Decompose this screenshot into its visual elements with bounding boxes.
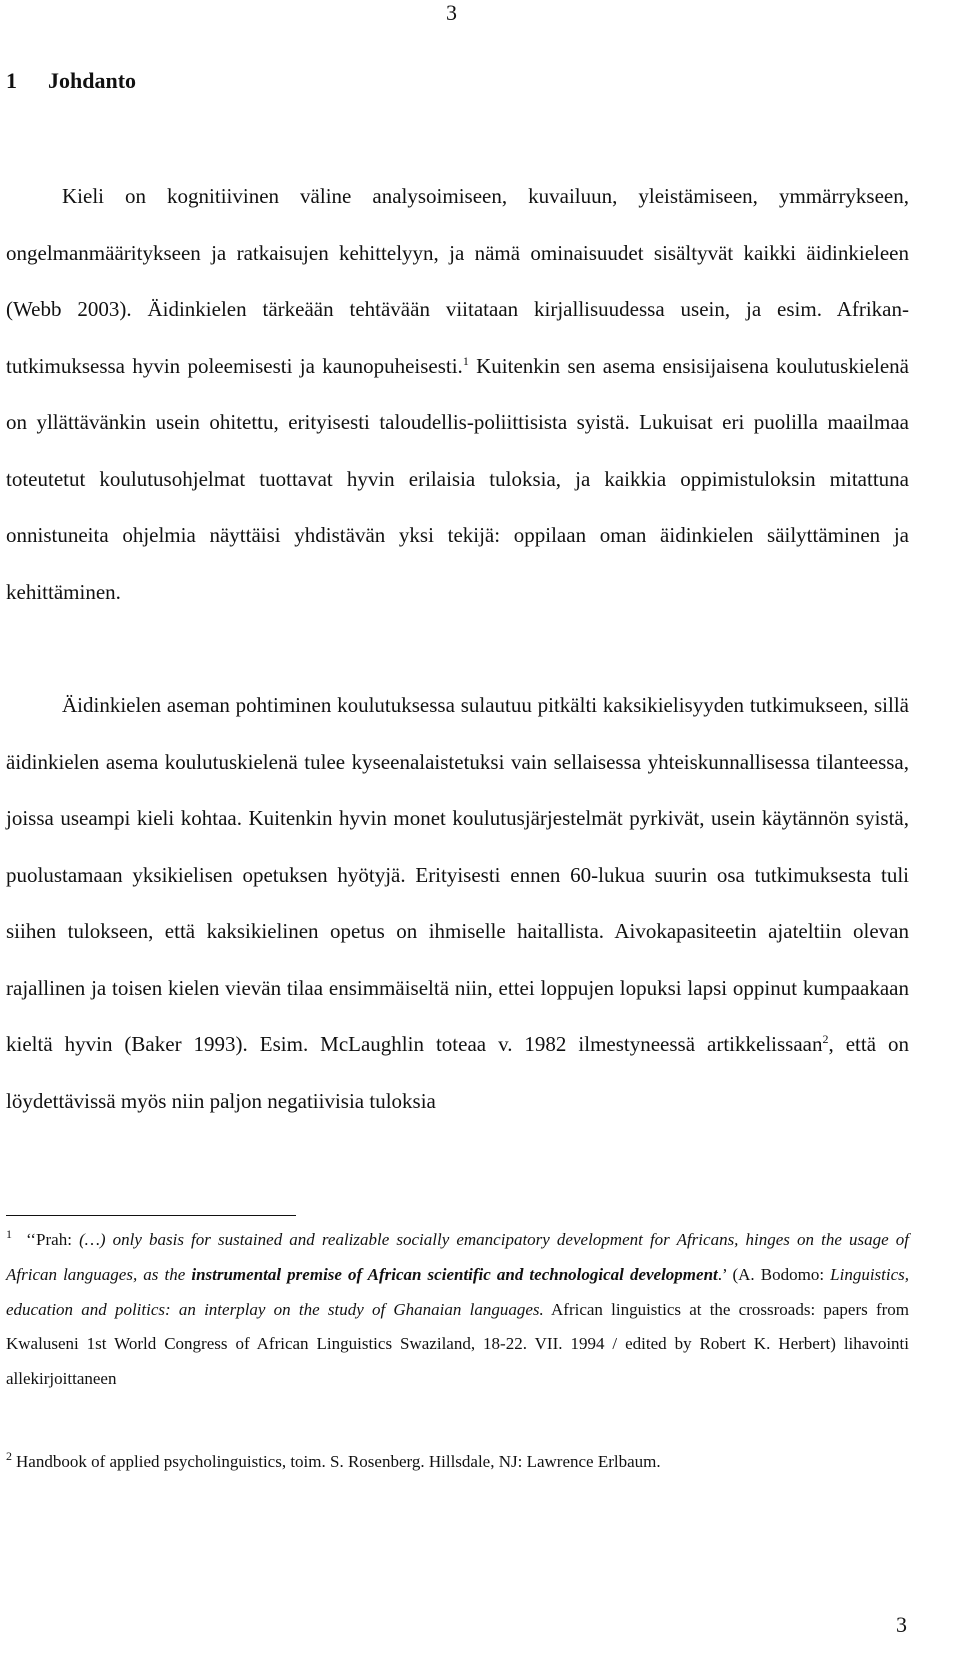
- section-title: Johdanto: [48, 68, 137, 93]
- paragraph-2: [6, 677, 909, 1129]
- page-number-bottom: 3: [896, 1612, 907, 1637]
- paragraph-1-text-a: Kieli on kognitiivinen väline analysoimiseen, kuvailuun, yleistämiseen, ymmärrykseen, ongelmanmääritykseen ja ratkaisujen kehittelyyn, ja nämä ominaisuudet sisältyvät kaikki äidinkieleen (Webb 2003). Äidinkielen tärkeään tehtävään viitataan kirjallisuudessa usein, ja esim. Afrikan-tutkimuksessa hyvin poleemisesti ja kaunopuheisesti.: [6, 184, 909, 378]
- page-number-top: 3: [446, 0, 457, 25]
- footnote-1-book-title: Linguistics, education and politics: an interplay on the study of Ghanaian languages.: [6, 1264, 910, 1319]
- footnote-ref-2: 2: [822, 1032, 829, 1046]
- footnote-1-mark: 1: [6, 1227, 12, 1242]
- paragraph-1: [6, 168, 909, 620]
- paragraph-2-text-a: Äidinkielen aseman pohtiminen koulutuksessa sulautuu pitkälti kaksikielisyyden tutkimukseen, sillä äidinkielen asema koulutuskielenä tulee kyseenalaistetuksi vain sellaisessa yhteiskunnallisessa tilanteessa, joissa useampi kieli kohtaa. Kuitenkin hyvin monet koulutusjärjestelmät pyrkivät, usein käytännön syistä, puolustamaan yksikielisen opetuksen hyötyjä. Erityisesti ennen 60-lukua suurin osa tutkimuksesta tuli siihen tulokseen, että kaksikielinen opetus on ihmiselle haitallista. Aivokapasiteetin ajateltiin olevan rajallinen ja toisen kielen vievän tilaa ensimmäiseltä niin, ettei loppujen lopuksi lapsi oppinut kumpaakaan kieltä hyvin (Baker 1993). Esim. McLaughlin toteaa v. 1982 ilmestyneessä artikkelissaan: [6, 693, 909, 1056]
- section-heading: [6, 68, 136, 94]
- footnote-2: [6, 1445, 909, 1480]
- footnote-ref-1: 1: [462, 353, 469, 368]
- footnote-1-open: ‘‘Prah:: [26, 1230, 80, 1249]
- paragraph-2-text-b: , että on löydettävissä myös niin paljon negatiivisia tuloksia: [6, 1032, 910, 1113]
- footnote-2-mark: 2: [6, 1449, 12, 1464]
- paragraph-1-text-b: Kuitenkin sen asema ensisijaisena koulutuskielenä on yllättävänkin usein ohitettu, erityisesti taloudellis-poliittisista syistä. Lukuisat eri puolilla maailmaa toteutetut koulutusohjelmat tuottavat hyvin erilaisia tuloksia, ja kaikkia oppimistuloksin mitattuna onnistuneita ohjelmia näyttäisi yhdistävän yksi tekijä: oppilaan oman äidinkielen säilyttäminen ja kehittäminen.: [6, 353, 909, 604]
- footnote-1: [6, 1223, 909, 1397]
- footnote-1-close: .’ (A. Bodomo:: [717, 1264, 831, 1284]
- footnote-1-source: African linguistics at the crossroads: papers from Kwaluseni 1st World Congress of African Linguistics Swaziland, 18-22. VII. 1994 / edited by Robert K. Herbert) lihavointi allekirjoittaneen: [6, 1299, 909, 1389]
- footnote-1-emphasis: instrumental premise of African scientific and technological development: [191, 1264, 718, 1284]
- footnote-1-quote: (…) only basis for sustained and realizable socially emancipatory development for Africans, hinges on the usage of African languages, as the: [6, 1230, 909, 1284]
- footnote-divider: [6, 1215, 296, 1216]
- footnote-2-text: Handbook of applied psycholinguistics, toim. S. Rosenberg. Hillsdale, NJ: Lawrence Erlbaum.: [16, 1452, 661, 1471]
- section-number: 1: [6, 68, 17, 93]
